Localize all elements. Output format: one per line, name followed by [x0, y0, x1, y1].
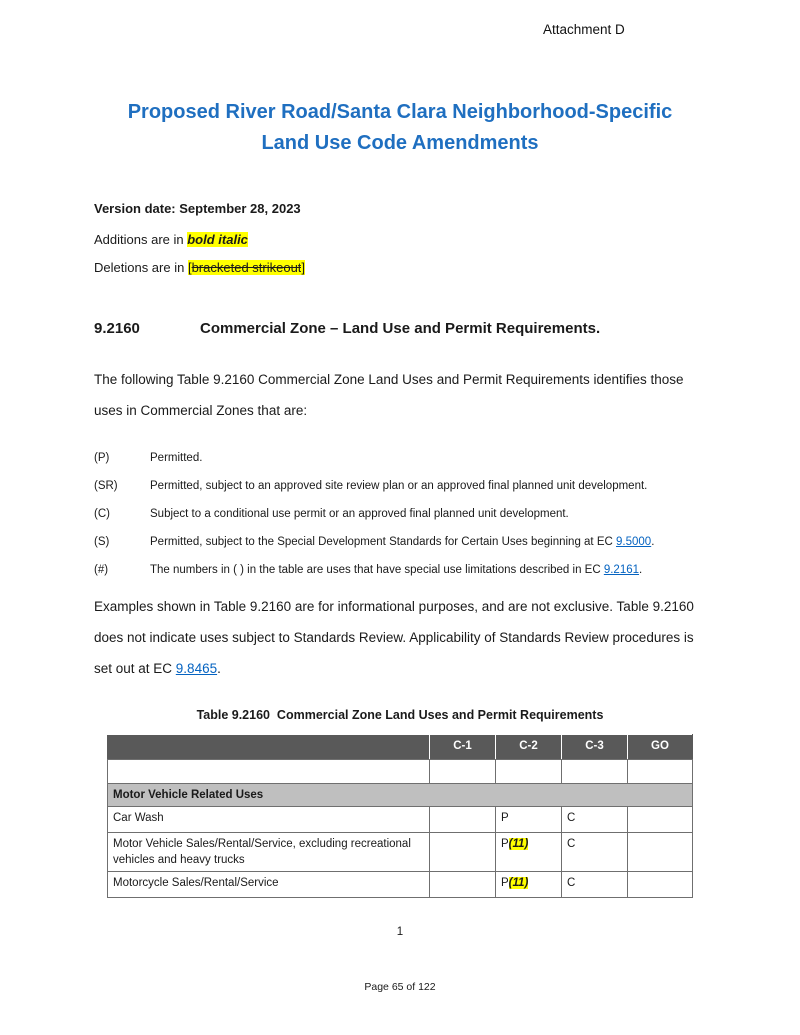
c1-cell — [430, 872, 496, 898]
definition-text-before: Subject to a conditional use permit or an approved final planned unit development. — [150, 508, 569, 520]
document-title-line1: Proposed River Road/Santa Clara Neighborhood-Specific — [127, 101, 673, 123]
header-cell-c1: C-1 — [430, 735, 496, 760]
spacer-cell — [496, 760, 562, 784]
c2-cell — [496, 807, 562, 833]
examples-paragraph — [94, 591, 706, 684]
examples-text-after: . — [217, 661, 221, 676]
header-cell-use — [108, 735, 430, 760]
definition-item-s — [94, 535, 706, 550]
use-cell: Motor Vehicle Sales/Rental/Service, excluding recreational vehicles and heavy trucks — [108, 833, 430, 872]
ec-code-link-9-5000[interactable]: 9.5000 — [616, 536, 652, 548]
definition-key: (C) — [94, 508, 110, 520]
deletions-close-bracket: ] — [301, 260, 306, 275]
c1-cell — [430, 833, 496, 872]
pagination-label: Page 65 of 122 — [364, 981, 436, 993]
definition-text-before: Permitted. — [150, 452, 203, 464]
version-date: Version date: September 28, 2023 — [94, 201, 301, 216]
commercial-zone-table — [107, 734, 693, 898]
definition-text-before: Permitted, subject to an approved site review plan or an approved final planned unit development. — [150, 480, 648, 492]
document-content — [0, 97, 800, 898]
use-cell: Motorcycle Sales/Rental/Service — [108, 872, 430, 898]
special-use-note: (11) — [508, 877, 529, 889]
definition-key: (S) — [94, 536, 110, 548]
definition-text — [150, 563, 706, 578]
definition-text-before: The numbers in ( ) in the table are uses that have special use limitations described in EC — [150, 564, 604, 576]
deletions-prefix: Deletions are in — [94, 260, 188, 275]
go-cell — [628, 872, 693, 898]
additions-highlight: bold italic — [187, 232, 248, 247]
definition-item-sr — [94, 479, 706, 494]
attachment-label: Attachment D — [543, 22, 625, 37]
table-spacer-row — [108, 760, 693, 784]
header-cell-c3: C-3 — [562, 735, 628, 760]
c3-cell: C — [562, 872, 628, 898]
table-caption: Table 9.2160 Commercial Zone Land Uses and Permit Requirements — [196, 708, 604, 722]
definition-text — [150, 507, 706, 522]
deletions-open-bracket: [ — [187, 260, 192, 275]
c2-cell — [496, 872, 562, 898]
deletions-legend — [94, 260, 706, 275]
examples-text-before: Examples shown in Table 9.2160 are for informational purposes, and are not exclusive. Table 9.2160 does not indicate uses subject to Standards Review. Applicability of Standards Review procedures is set out at EC — [94, 599, 694, 676]
page-number: 1 — [396, 926, 404, 938]
definition-text-before: Permitted, subject to the Special Development Standards for Certain Uses beginning at EC — [150, 536, 616, 548]
header-cell-c2: C-2 — [496, 735, 562, 760]
deletions-strikeout-text: bracketed strikeout — [191, 260, 302, 275]
c3-cell: C — [562, 833, 628, 872]
c1-cell — [430, 807, 496, 833]
c2-cell — [496, 833, 562, 872]
definition-item-number — [94, 563, 706, 578]
definition-text — [150, 479, 706, 494]
permit-code: P — [501, 812, 509, 824]
section-number: 9.2160 — [94, 320, 140, 337]
c3-cell: C — [562, 807, 628, 833]
additions-prefix: Additions are in — [94, 232, 188, 247]
definition-text-after: . — [651, 536, 655, 548]
table-header-row — [108, 735, 693, 760]
definition-text — [150, 535, 706, 550]
permit-code: P — [501, 838, 509, 850]
table-row — [108, 833, 693, 872]
additions-legend — [94, 232, 706, 247]
definition-item-p — [94, 451, 706, 466]
spacer-cell — [430, 760, 496, 784]
intro-paragraph: The following Table 9.2160 Commercial Zone Land Uses and Permit Requirements identifies those uses in Commercial Zones that are: — [94, 372, 684, 418]
table-row — [108, 872, 693, 898]
header-cell-go: GO — [628, 735, 693, 760]
definition-text — [150, 451, 706, 466]
definition-key: (#) — [94, 564, 109, 576]
ec-code-link-9-2161[interactable]: 9.2161 — [603, 564, 640, 576]
table-row — [108, 807, 693, 833]
table-section-row — [108, 784, 693, 807]
spacer-cell — [562, 760, 628, 784]
go-cell — [628, 833, 693, 872]
section-heading — [94, 320, 706, 337]
permit-code: P — [501, 877, 509, 889]
definitions-list — [94, 451, 706, 578]
spacer-cell — [108, 760, 430, 784]
definition-key: (SR) — [94, 480, 118, 492]
go-cell — [628, 807, 693, 833]
document-title — [94, 97, 706, 159]
definition-item-c — [94, 507, 706, 522]
ec-code-link-9-8465[interactable]: 9.8465 — [175, 661, 218, 676]
document-title-line2: Land Use Code Amendments — [261, 132, 539, 154]
use-cell: Car Wash — [108, 807, 430, 833]
spacer-cell — [628, 760, 693, 784]
special-use-note: (11) — [508, 838, 529, 850]
section-header-cell: Motor Vehicle Related Uses — [108, 784, 693, 807]
definition-text-after: . — [639, 564, 643, 576]
section-heading-text: Commercial Zone – Land Use and Permit Requirements. — [200, 320, 601, 337]
definition-key: (P) — [94, 452, 110, 464]
